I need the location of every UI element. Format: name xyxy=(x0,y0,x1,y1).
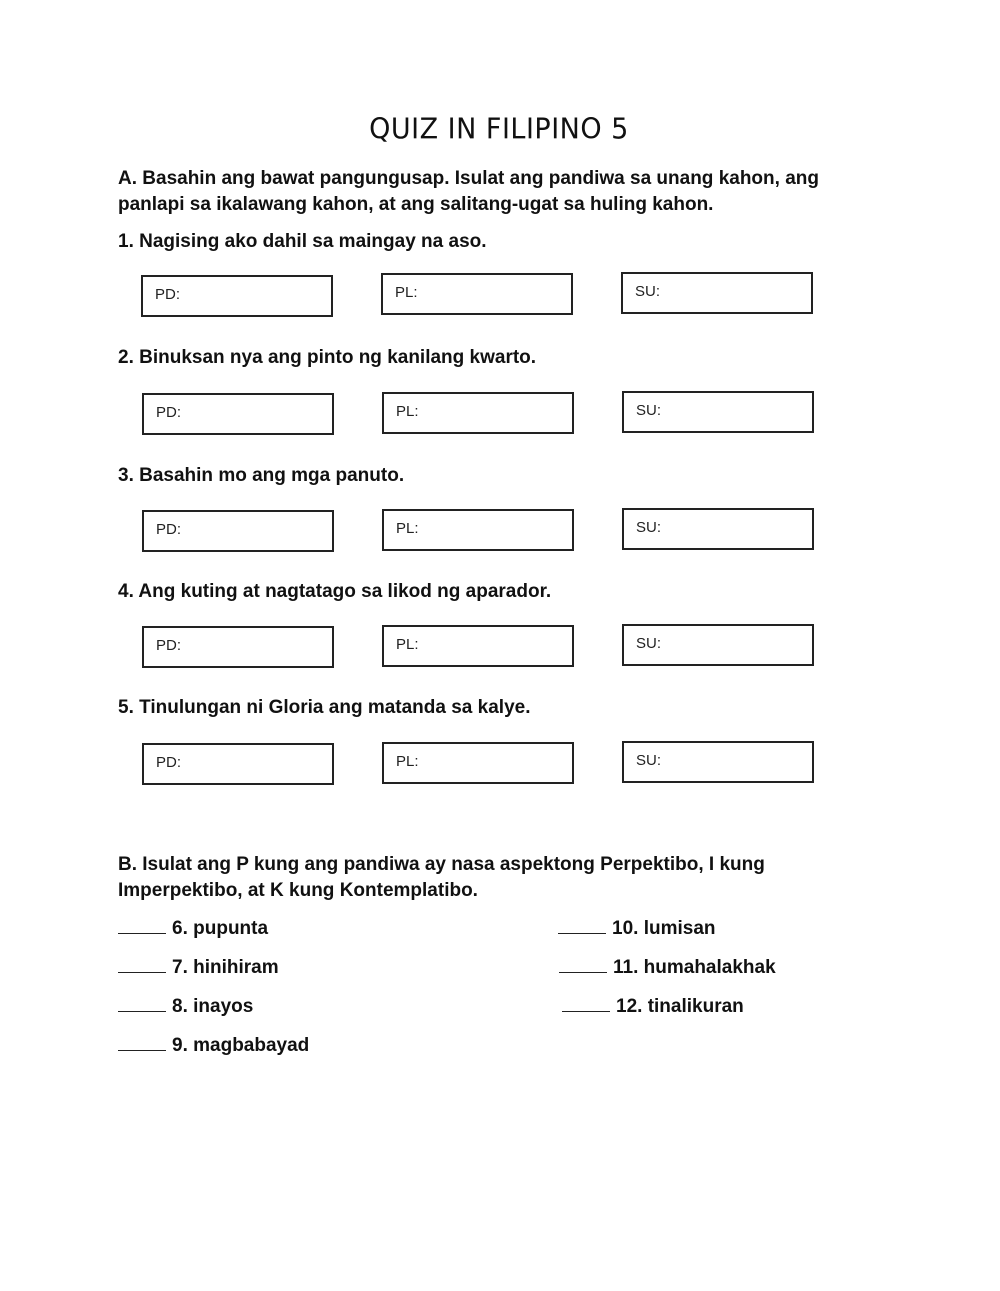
box-label-pl: PL: xyxy=(396,753,419,770)
box-label-pl: PL: xyxy=(396,636,419,653)
box-label-su: SU: xyxy=(635,283,661,300)
quiz-title: QUIZ IN FILIPINO 5 xyxy=(369,113,629,146)
box-label-pl: PL: xyxy=(395,284,418,301)
answer-box-pl-1[interactable] xyxy=(381,273,573,315)
answer-blank[interactable] xyxy=(118,919,166,934)
answer-box-pd-1[interactable] xyxy=(141,275,333,317)
answer-box-pd-2[interactable] xyxy=(142,393,334,435)
part-b-instructions: B. Isulat ang P kung ang pandiwa ay nasa aspektong Perpektibo, I kung Imperpektibo, at K kung Kontemplatibo. xyxy=(118,854,765,901)
question-2: 2. Binuksan nya ang pinto ng kanilang kwarto. xyxy=(118,347,537,368)
answer-box-pd-4[interactable] xyxy=(142,626,334,668)
answer-blank[interactable] xyxy=(118,958,166,973)
list-item: 6. pupunta xyxy=(118,918,268,940)
list-item: 8. inayos xyxy=(118,996,253,1018)
answer-box-su-1[interactable] xyxy=(621,272,813,314)
answer-box-pl-3[interactable] xyxy=(382,509,574,551)
answer-box-su-3[interactable] xyxy=(622,508,814,550)
answer-blank[interactable] xyxy=(559,958,607,973)
box-label-su: SU: xyxy=(636,635,662,652)
box-label-pd: PD: xyxy=(156,637,182,654)
box-label-pd: PD: xyxy=(156,404,182,421)
question-3: 3. Basahin mo ang mga panuto. xyxy=(118,465,405,486)
box-label-pl: PL: xyxy=(396,520,419,537)
answer-box-su-4[interactable] xyxy=(622,624,814,666)
list-item: 10. lumisan xyxy=(558,918,716,940)
answer-box-pl-5[interactable] xyxy=(382,742,574,784)
answer-box-pl-2[interactable] xyxy=(382,392,574,434)
answer-box-pd-5[interactable] xyxy=(142,743,334,785)
answer-blank[interactable] xyxy=(118,997,166,1012)
list-item: 11. humahalakhak xyxy=(559,957,776,979)
answer-blank[interactable] xyxy=(118,1036,166,1051)
box-label-su: SU: xyxy=(636,402,662,419)
list-item: 12. tinalikuran xyxy=(562,996,744,1018)
answer-blank[interactable] xyxy=(558,919,606,934)
box-label-pd: PD: xyxy=(155,286,181,303)
part-a-instructions: A. Basahin ang bawat pangungusap. Isulat ang pandiwa sa unang kahon, ang panlapi sa ikalawang kahon, at ang salitang-ugat sa huling kahon. xyxy=(118,168,819,215)
question-1: 1. Nagising ako dahil sa maingay na aso. xyxy=(118,231,487,252)
box-label-pl: PL: xyxy=(396,403,419,420)
question-4: 4. Ang kuting at nagtatago sa likod ng aparador. xyxy=(118,581,552,602)
answer-box-su-2[interactable] xyxy=(622,391,814,433)
box-label-pd: PD: xyxy=(156,521,182,538)
question-5: 5. Tinulungan ni Gloria ang matanda sa kalye. xyxy=(118,697,531,718)
box-label-su: SU: xyxy=(636,752,662,769)
list-item: 9. magbabayad xyxy=(118,1035,309,1057)
list-item: 7. hinihiram xyxy=(118,957,279,979)
answer-blank[interactable] xyxy=(562,997,610,1012)
answer-box-pl-4[interactable] xyxy=(382,625,574,667)
box-label-su: SU: xyxy=(636,519,662,536)
answer-box-su-5[interactable] xyxy=(622,741,814,783)
answer-box-pd-3[interactable] xyxy=(142,510,334,552)
box-label-pd: PD: xyxy=(156,754,182,771)
